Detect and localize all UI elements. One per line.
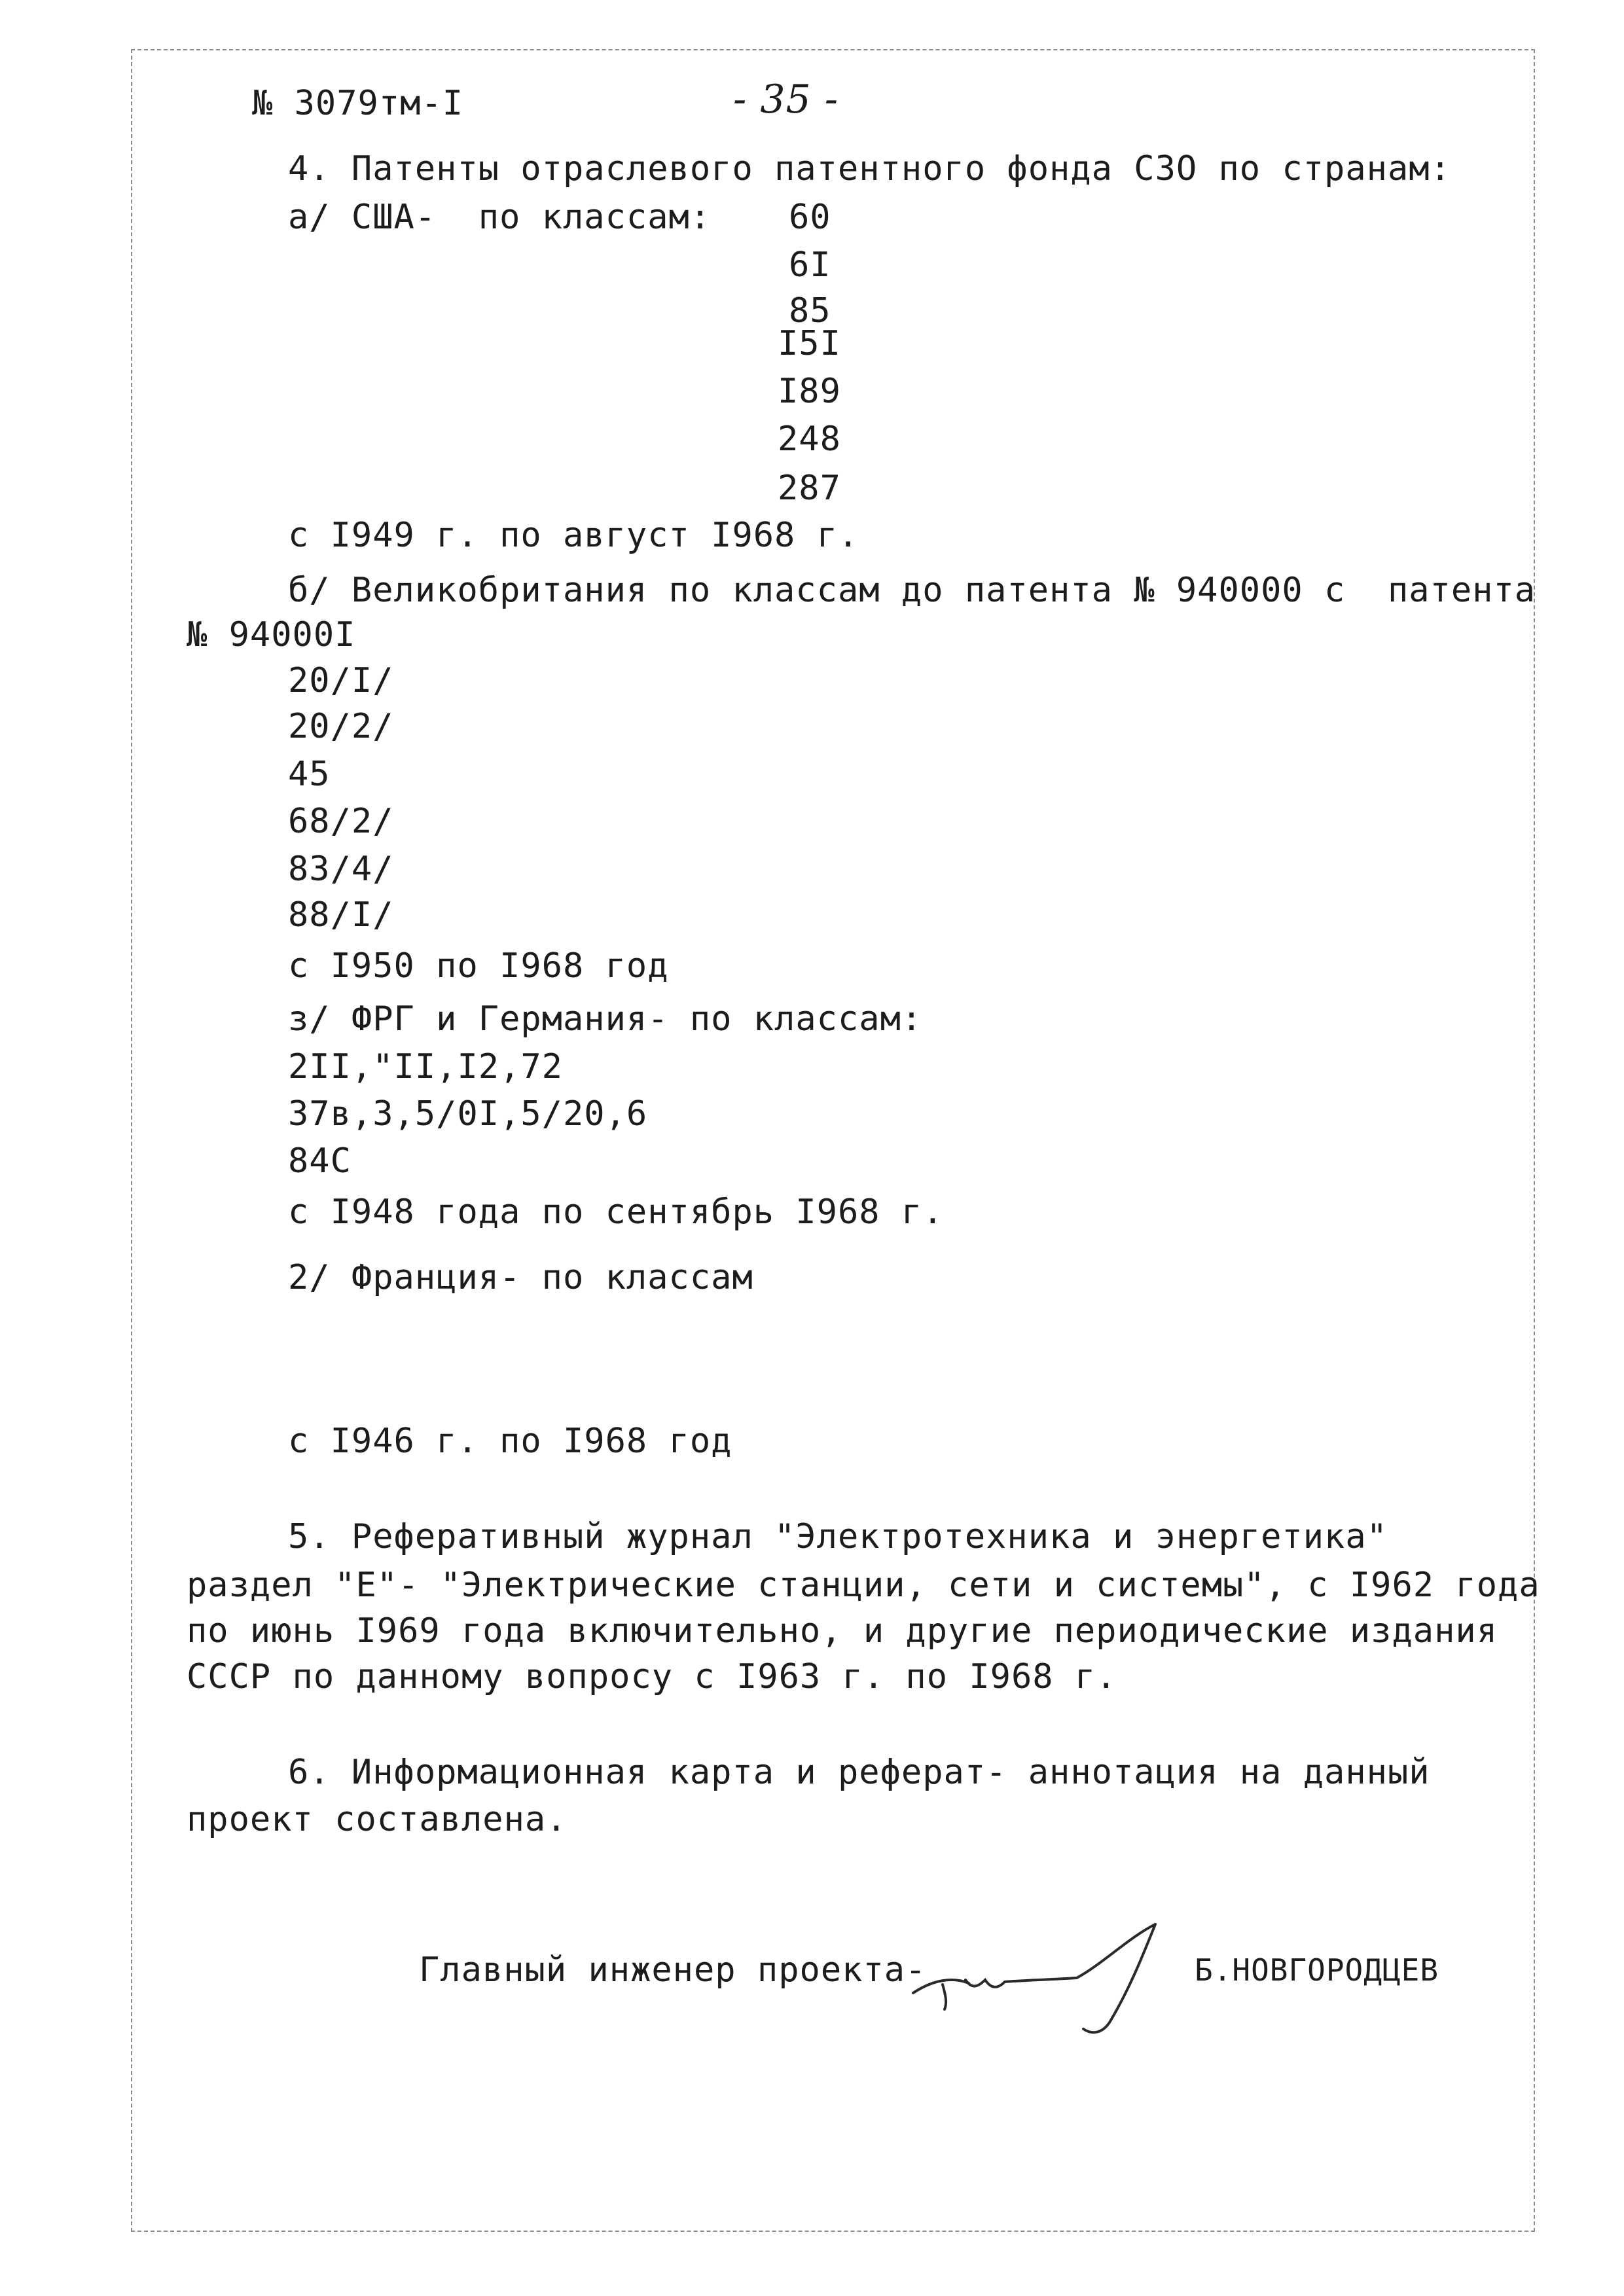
frg-period: с I948 года по сентябрь I968 г. — [288, 1193, 944, 1232]
section5-line: по июнь I969 года включительно, и другие периодические издания — [187, 1611, 1498, 1651]
signatory-name: Б.НОВГОРОДЦЕВ — [1195, 1952, 1439, 1988]
usa-class: 248 — [778, 420, 841, 459]
gb-class: 83/4/ — [288, 850, 394, 889]
usa-label: а/ США- по классам: — [288, 198, 712, 237]
frg-class: 37в,3,5/0I,5/20,6 — [288, 1094, 648, 1134]
gb-class: 88/I/ — [288, 895, 394, 935]
section4-title: 4. Патенты отраслевого патентного фонда СЗО по странам: — [288, 149, 1451, 188]
usa-class: 60 — [789, 198, 831, 237]
gb-class: 20/2/ — [288, 707, 394, 746]
handwritten-signature — [907, 1918, 1208, 2049]
usa-class: 85 — [789, 291, 831, 331]
gb-class: 68/2/ — [288, 802, 394, 841]
section6-line: 6. Информационная карта и реферат- аннотация на данный — [288, 1753, 1430, 1792]
france-period: с I946 г. по I968 год — [288, 1422, 732, 1461]
page-number: - 35 - — [733, 77, 839, 122]
gb-class: 45 — [288, 755, 331, 794]
signature-role: Главный инженер проекта- — [419, 1950, 927, 1990]
section6-line: проект составлена. — [187, 1800, 568, 1839]
frg-label: з/ ФРГ и Германия- по классам: — [288, 999, 923, 1039]
gb-line-2: № 94000I — [187, 615, 356, 655]
gb-period: с I950 по I968 год — [288, 946, 669, 986]
usa-class: 287 — [778, 469, 841, 508]
frg-class: 2II,"II,I2,72 — [288, 1047, 563, 1086]
usa-class: I5I — [778, 324, 841, 363]
france-label: 2/ Франция- по классам — [288, 1258, 753, 1297]
usa-period: с I949 г. по август I968 г. — [288, 516, 859, 555]
section5-line: СССР по данному вопросу с I963 г. по I968 г. — [187, 1657, 1117, 1696]
doc-number: № 3079тм-I — [252, 84, 464, 123]
section5-line: 5. Реферативный журнал "Электротехника и энергетика" — [288, 1517, 1388, 1556]
section5-line: раздел "Е"- "Электрические станции, сети и системы", с I962 года — [187, 1566, 1540, 1605]
usa-class: 6I — [789, 245, 831, 285]
frg-class: 84С — [288, 1141, 352, 1181]
usa-class: I89 — [778, 372, 841, 411]
gb-line-1: б/ Великобритания по классам до патента № 940000 с патента — [288, 571, 1536, 610]
gb-class: 20/I/ — [288, 661, 394, 700]
